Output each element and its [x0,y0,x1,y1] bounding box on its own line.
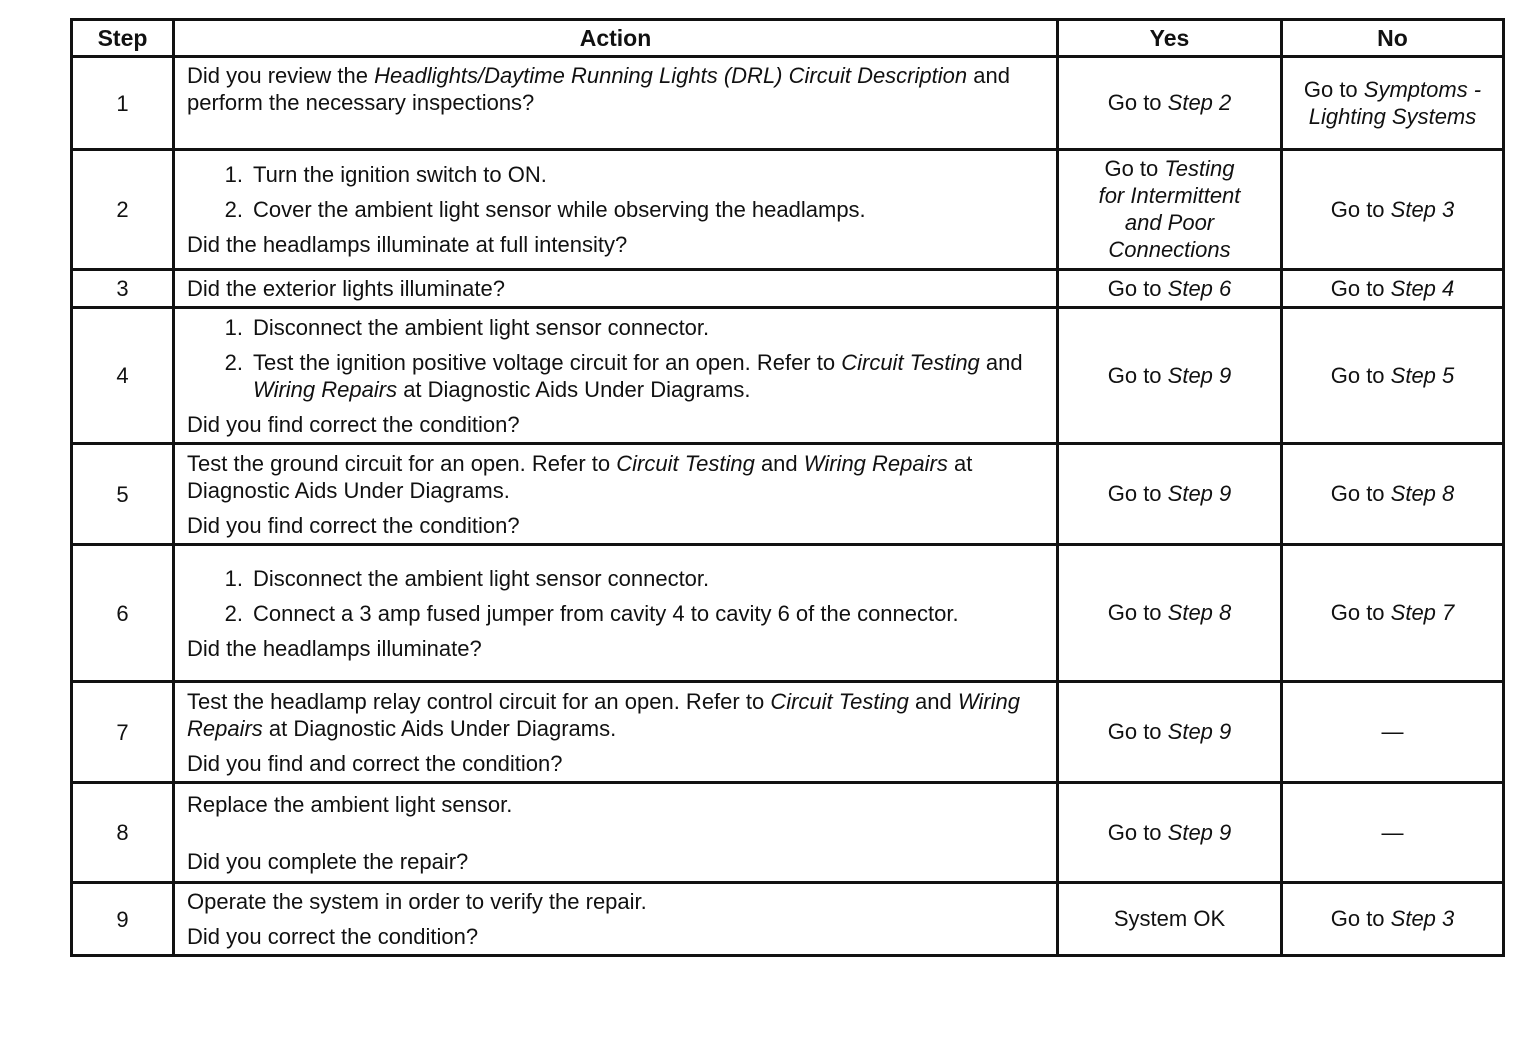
action-question: Did the exterior lights illuminate? [187,276,505,301]
header-row [72,20,1504,57]
no-cell: Go to Step 4 [1282,270,1504,308]
action-list-item: 1. Disconnect the ambient light sensor connector. [224,565,710,591]
step-number: 8 [72,783,174,883]
yes-cell: Go to Step 9 [1058,308,1282,444]
no-cell: Go to Step 3 [1282,883,1504,956]
no-cell: Go to Step 5 [1282,308,1504,444]
action-list-item: 1. Disconnect the ambient light sensor connector. [224,314,710,340]
yes-cell: Go to Step 6 [1058,270,1282,308]
yes-cell: Go to Step 2 [1058,57,1282,150]
step-number: 6 [72,545,174,682]
action-cell [174,783,1058,883]
table-row [72,150,1504,270]
no-cell: Go to Step 8 [1282,444,1504,545]
yes-cell: Go to Step 8 [1058,545,1282,682]
step-number: 5 [72,444,174,545]
yes-cell: Go to Step 9 [1058,682,1282,783]
step-number: 1 [72,57,174,150]
action-text: Test the ground circuit for an open. Refer to Circuit Testing and Wiring Repairs at Diagnostic Aids Under Diagrams. [187,450,973,503]
action-cell [174,150,1058,270]
table-row [72,883,1504,956]
yes-cell: System OK [1058,883,1282,956]
action-cell [174,883,1058,956]
no-cell [1282,783,1504,883]
action-question: Did you correct the condition? [187,924,479,949]
step-number: 4 [72,308,174,444]
action-list-item: 2. Connect a 3 amp fused jumper from cavity 4 to cavity 6 of the connector. [224,600,959,626]
table-row [72,682,1504,783]
action-cell [174,57,1058,150]
table-row [72,783,1504,883]
step-number: 9 [72,883,174,956]
yes-cell: Go to Step 9 [1058,444,1282,545]
action-question: Did you find correct the condition? [187,512,520,538]
dash-mark: — [1381,819,1404,845]
header-yes: Yes [1058,20,1282,57]
action-cell [174,308,1058,444]
dash-mark: — [1381,719,1404,744]
yes-cell: Go to Step 9 [1058,783,1282,883]
header-action: Action [174,20,1058,57]
no-cell [1282,682,1504,783]
table-row [72,57,1504,150]
action-cell [174,682,1058,783]
action-cell [174,270,1058,308]
no-cell: Go to Step 7 [1282,545,1504,682]
action-text: Replace the ambient light sensor. [187,791,513,817]
step-number: 7 [72,682,174,783]
action-cell [174,444,1058,545]
no-cell: Go to Symptoms - Lighting Systems [1282,57,1504,150]
action-text: Did you review the Headlights/Daytime Running Lights (DRL) Circuit Description and perform the necessary inspections? [187,63,1010,115]
action-question: Did you find correct the condition? [187,411,520,437]
action-question: Did the headlamps illuminate? [187,635,482,661]
step-number: 2 [72,150,174,270]
no-cell: Go to Step 3 [1282,150,1504,270]
action-list-item: 2. Test the ignition positive voltage circuit for an open. Refer to Circuit Testing and Wiring Repairs at Diagnostic Aids Under Diagrams. [224,349,1023,402]
header-step: Step [72,20,174,57]
table-row [72,308,1504,444]
action-text: Test the headlamp relay control circuit for an open. Refer to Circuit Testing and Wiring Repairs at Diagnostic Aids Under Diagrams. [187,688,1020,741]
action-list-item: 2. Cover the ambient light sensor while observing the headlamps. [224,197,866,222]
action-list-item: 1. Turn the ignition switch to ON. [224,162,547,187]
table-row [72,270,1504,308]
action-text: Operate the system in order to verify the repair. [187,889,647,914]
table-row [72,444,1504,545]
header-no: No [1282,20,1504,57]
yes-cell: Go to Testing for Intermittent and Poor Connections [1058,150,1282,270]
action-question: Did you find and correct the condition? [187,750,563,776]
action-question: Did you complete the repair? [187,848,469,874]
action-question: Did the headlamps illuminate at full intensity? [187,232,628,257]
action-cell [174,545,1058,682]
table-row [72,545,1504,682]
diagnostic-table [70,18,1505,957]
step-number: 3 [72,270,174,308]
